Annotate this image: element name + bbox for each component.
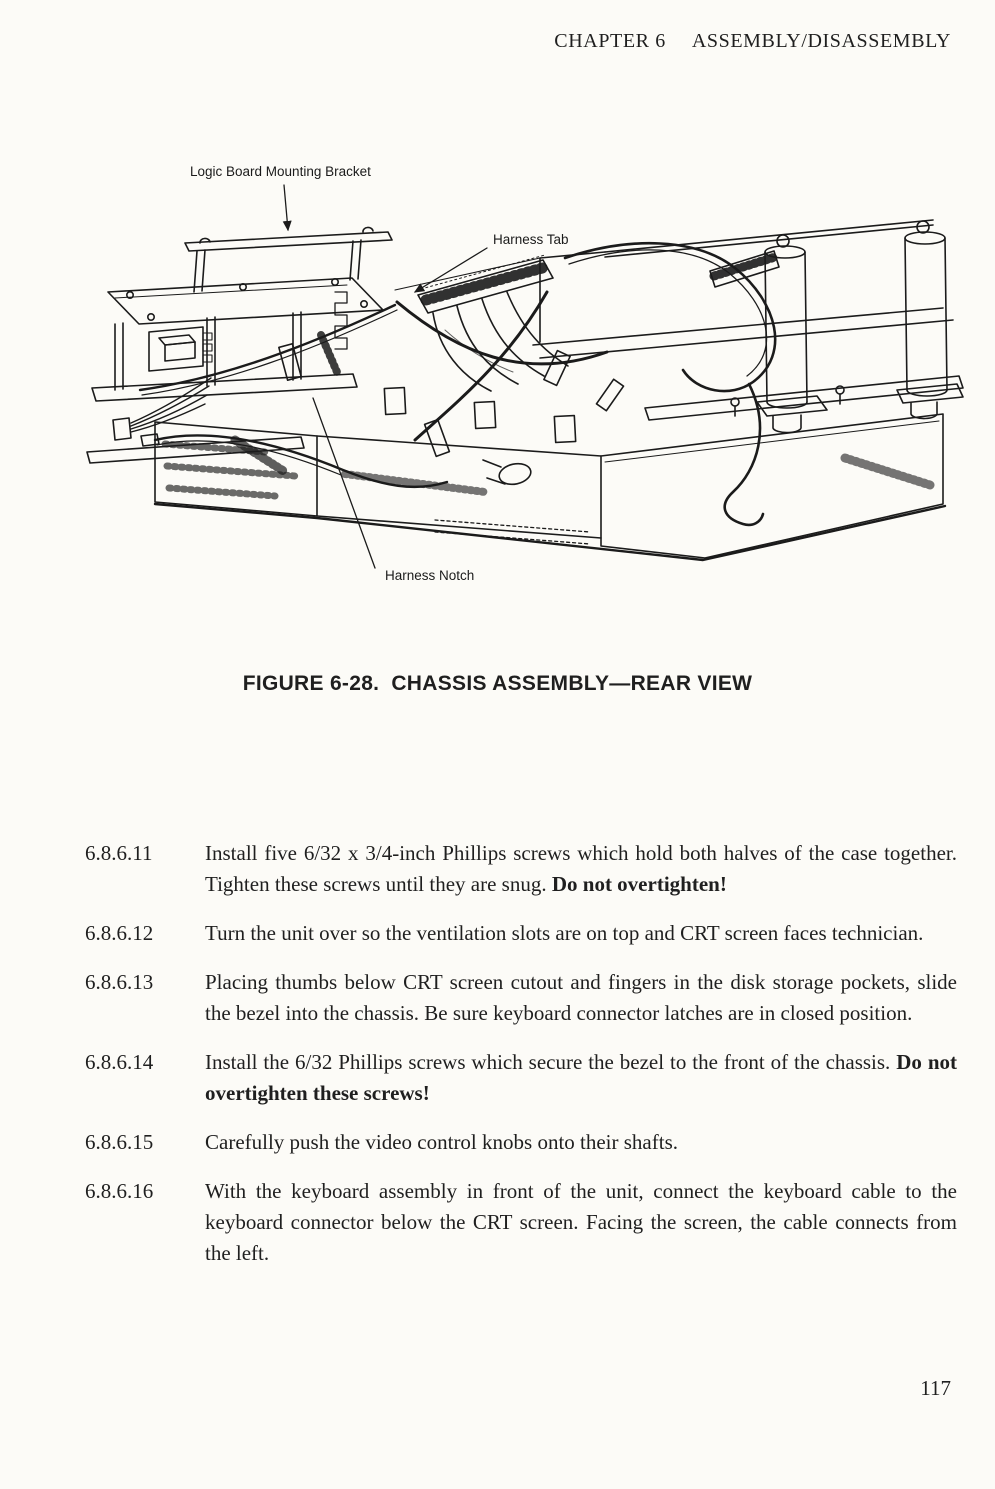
procedure-item-text: Carefully push the video control knobs onto their shafts. <box>205 1130 679 1154</box>
procedure-item-number: 6.8.6.12 <box>85 921 154 945</box>
procedure-item-number: 6.8.6.13 <box>85 970 154 994</box>
procedure-item-number: 6.8.6.15 <box>85 1130 154 1154</box>
page-number: 117 <box>920 1376 951 1400</box>
logic-board-assembly <box>87 227 392 472</box>
procedure-item-number: 6.8.6.11 <box>85 841 153 865</box>
label-harness-tab: Harness Tab <box>493 232 569 247</box>
figure-illustration <box>85 140 965 590</box>
procedure-item-text: Placing thumbs below CRT screen cutout and fingers in the disk storage pockets, slide the bezel into the chassis. Be sure keyboard connector latches are in closed position. <box>205 970 957 1025</box>
figure-caption <box>0 672 995 696</box>
figure-caption-number: FIGURE 6-28. <box>242 672 380 695</box>
label-logic-board-mounting-bracket: Logic Board Mounting Bracket <box>190 164 371 179</box>
page-header <box>554 30 951 53</box>
chapter-label: CHAPTER 6 <box>554 30 666 52</box>
procedure-item <box>85 918 957 949</box>
procedure-item-text: With the keyboard assembly in front of the unit, connect the keyboard cable to the keyboard connector below the CRT screen. Facing the screen, the cable connects from the left. <box>205 1179 957 1265</box>
procedure-item <box>85 1176 957 1269</box>
chapter-title: ASSEMBLY/DISASSEMBLY <box>691 30 951 52</box>
procedure-item-text: Install the 6/32 Phillips screws which secure the bezel to the front of the chassis. Do not overtighten these screws! <box>205 1050 957 1105</box>
label-harness-notch: Harness Notch <box>385 568 475 583</box>
procedure-item-text: Turn the unit over so the ventilation slots are on top and CRT screen faces technician. <box>205 921 924 945</box>
figure-caption-title: CHASSIS ASSEMBLY—REAR VIEW <box>391 672 753 695</box>
harness-and-cables <box>113 251 779 456</box>
procedure-item <box>85 967 957 1029</box>
chassis-base <box>141 422 945 560</box>
procedure-item-number: 6.8.6.14 <box>85 1050 154 1074</box>
procedure-item <box>85 1047 957 1109</box>
procedure-item-text: Install five 6/32 x 3/4-inch Phillips screws which hold both halves of the case together. Tighten these screws until they are snug. Do not overtighten! <box>205 841 957 896</box>
procedure-item-number: 6.8.6.16 <box>85 1179 154 1203</box>
procedure-item <box>85 1127 957 1158</box>
procedure-list <box>85 838 957 1287</box>
chassis-rear-view-drawing <box>85 140 965 590</box>
procedure-item <box>85 838 957 900</box>
